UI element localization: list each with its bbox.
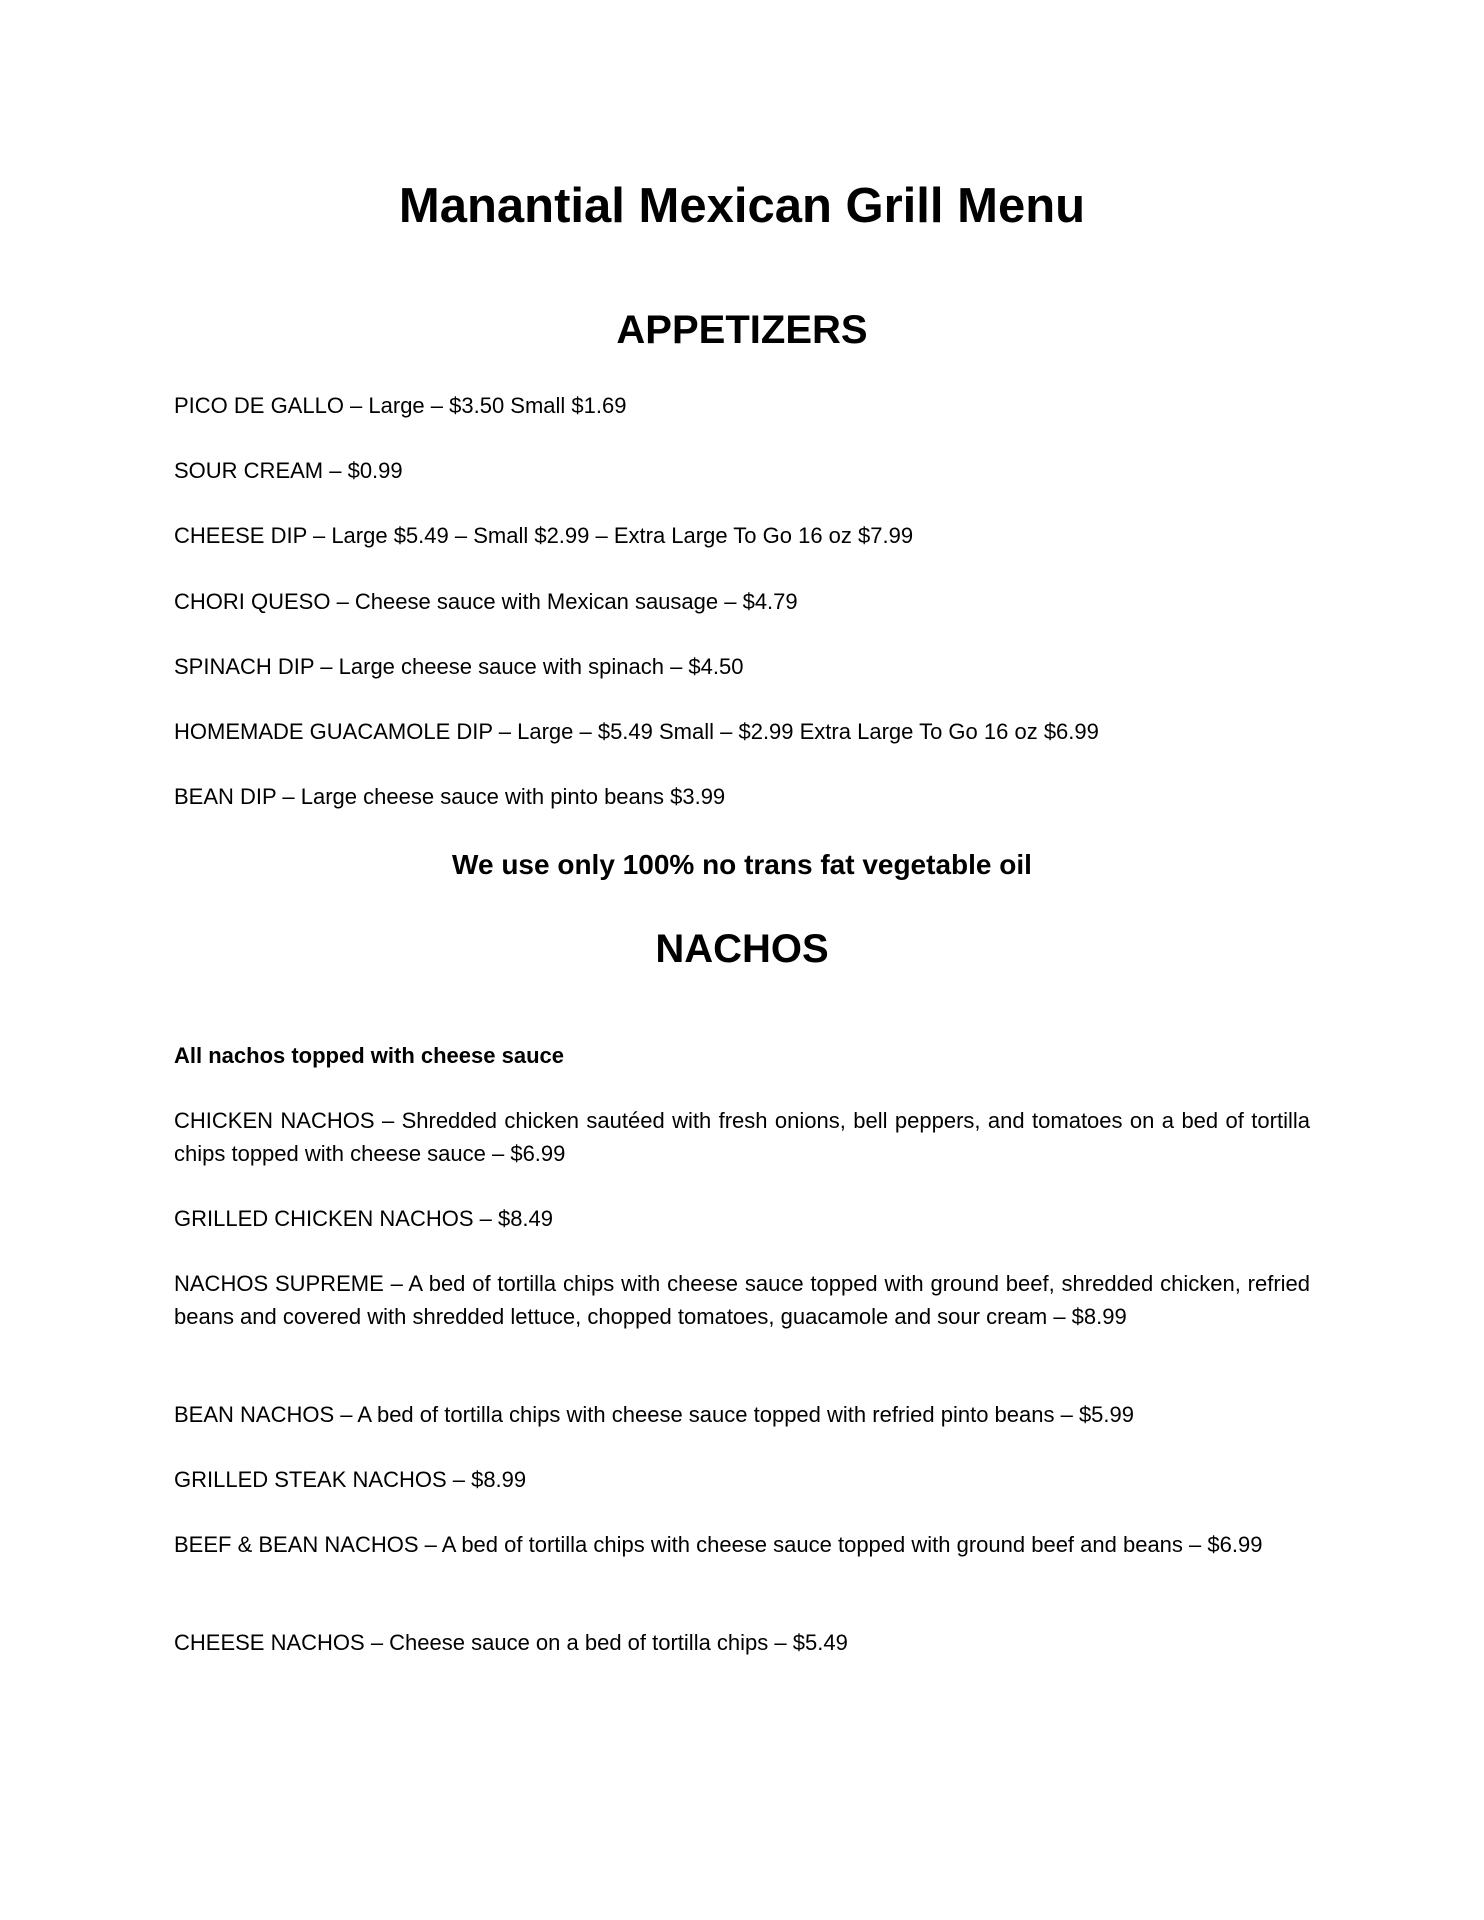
nachos-subnote: All nachos topped with cheese sauce bbox=[174, 1043, 564, 1068]
menu-item-guacamole-dip: HOMEMADE GUACAMOLE DIP – Large – $5.49 Small – $2.99 Extra Large To Go 16 oz $6.99 bbox=[174, 719, 1099, 744]
menu-item-spinach-dip: SPINACH DIP – Large cheese sauce with spinach – $4.50 bbox=[174, 654, 744, 679]
oil-notice: We use only 100% no trans fat vegetable oil bbox=[452, 849, 1032, 880]
menu-title: Manantial Mexican Grill Menu bbox=[398, 179, 1086, 233]
menu-item-beef-bean-nachos: BEEF & BEAN NACHOS – A bed of tortilla chips with cheese sauce topped with ground beef and beans – $6.99 bbox=[174, 1532, 1263, 1557]
appetizers-heading: APPETIZERS bbox=[616, 308, 868, 352]
menu-item-cheese-dip: CHEESE DIP – Large $5.49 – Small $2.99 – Extra Large To Go 16 oz $7.99 bbox=[174, 523, 914, 548]
nachos-heading: NACHOS bbox=[655, 927, 829, 971]
menu-item-grilled-chicken-nachos: GRILLED CHICKEN NACHOS – $8.49 bbox=[174, 1206, 554, 1231]
menu-item-nachos-supreme: NACHOS SUPREME – A bed of tortilla chips with cheese sauce topped with ground beef, shredded chicken, refried beans and covered with shredded lettuce, chopped tomatoes, guacamole and sour cream – $8.99 bbox=[174, 1271, 1310, 1329]
menu-item-pico-de-gallo: PICO DE GALLO – Large – $3.50 Small $1.69 bbox=[174, 393, 627, 418]
menu-item-grilled-steak-nachos: GRILLED STEAK NACHOS – $8.99 bbox=[174, 1467, 527, 1492]
menu-item-cheese-nachos: CHEESE NACHOS – Cheese sauce on a bed of tortilla chips – $5.49 bbox=[174, 1630, 848, 1655]
menu-item-chori-queso: CHORI QUESO – Cheese sauce with Mexican sausage – $4.79 bbox=[174, 589, 798, 614]
menu-item-bean-dip: BEAN DIP – Large cheese sauce with pinto beans $3.99 bbox=[174, 784, 726, 809]
menu-item-chicken-nachos: CHICKEN NACHOS – Shredded chicken sautéed with fresh onions, bell peppers, and tomatoes on a bed of tortilla chips topped with cheese sauce – $6.99 bbox=[174, 1108, 1310, 1166]
menu-item-sour-cream: SOUR CREAM – $0.99 bbox=[174, 458, 403, 483]
menu-item-bean-nachos: BEAN NACHOS – A bed of tortilla chips with cheese sauce topped with refried pinto beans – $5.99 bbox=[174, 1402, 1134, 1427]
